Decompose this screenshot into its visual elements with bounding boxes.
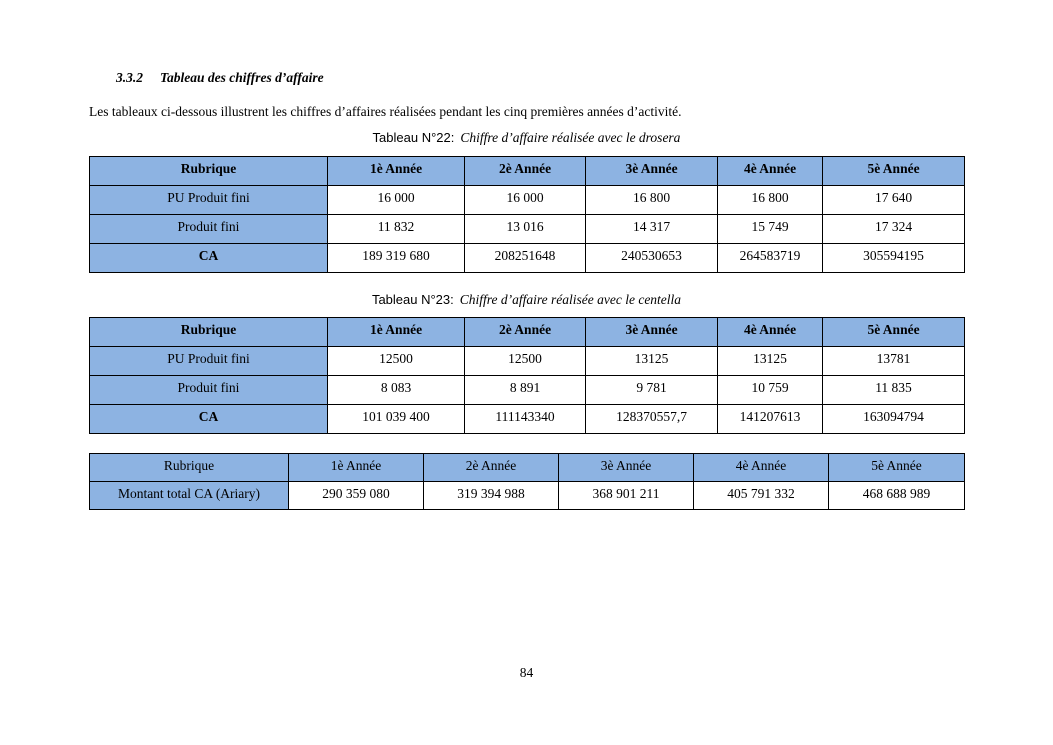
header-cell: 1è Année bbox=[328, 318, 465, 347]
table-cell: 13 016 bbox=[465, 215, 586, 244]
table-cell: 14 317 bbox=[586, 215, 718, 244]
table-cell: 15 749 bbox=[718, 215, 823, 244]
table-cell: 11 832 bbox=[328, 215, 465, 244]
table-cell: 290 359 080 bbox=[289, 482, 424, 510]
table-cell: 8 891 bbox=[465, 376, 586, 405]
table-cell: 305594195 bbox=[823, 244, 965, 273]
table-cell: 9 781 bbox=[586, 376, 718, 405]
header-cell: 3è Année bbox=[586, 157, 718, 186]
table-cell: 16 800 bbox=[718, 186, 823, 215]
table-cell: 13125 bbox=[586, 347, 718, 376]
header-cell: 5è Année bbox=[823, 157, 965, 186]
row-label: PU Produit fini bbox=[90, 347, 328, 376]
table-cell: 468 688 989 bbox=[829, 482, 965, 510]
header-cell: 1è Année bbox=[328, 157, 465, 186]
table-row bbox=[90, 376, 965, 405]
table-cell: 368 901 211 bbox=[559, 482, 694, 510]
table-row bbox=[90, 482, 965, 510]
table-drosera bbox=[89, 156, 965, 273]
intro-paragraph: Les tableaux ci-dessous illustrent les chiffres d’affaires réalisées pendant les cinq premières années d’activité. bbox=[89, 104, 682, 119]
table-cell: 11 835 bbox=[823, 376, 965, 405]
table1-caption bbox=[0, 130, 1053, 146]
header-cell: 4è Année bbox=[694, 454, 829, 482]
table-cell: 264583719 bbox=[718, 244, 823, 273]
table-header-row bbox=[90, 157, 965, 186]
header-cell: 3è Année bbox=[559, 454, 694, 482]
header-cell: Rubrique bbox=[90, 157, 328, 186]
section-title: Tableau des chiffres d’affaire bbox=[160, 70, 324, 85]
table-cell: 16 000 bbox=[465, 186, 586, 215]
header-cell: 3è Année bbox=[586, 318, 718, 347]
table2-caption-label: Tableau N°23: bbox=[371, 292, 454, 307]
table-cell: 13781 bbox=[823, 347, 965, 376]
table-cell: 128370557,7 bbox=[586, 405, 718, 434]
table2-caption-title: Chiffre d’affaire réalisée avec le centella bbox=[459, 292, 682, 307]
table-total-ca bbox=[89, 453, 965, 510]
header-cell: 1è Année bbox=[289, 454, 424, 482]
table-cell: 319 394 988 bbox=[424, 482, 559, 510]
row-label: Montant total CA (Ariary) bbox=[90, 482, 289, 510]
table-cell: 111143340 bbox=[465, 405, 586, 434]
header-cell: 5è Année bbox=[829, 454, 965, 482]
table-row bbox=[90, 405, 965, 434]
table-cell: 17 640 bbox=[823, 186, 965, 215]
table-cell: 405 791 332 bbox=[694, 482, 829, 510]
table-cell: 208251648 bbox=[465, 244, 586, 273]
row-label: Produit fini bbox=[90, 376, 328, 405]
section-number: 3.3.2 bbox=[116, 70, 143, 85]
table-cell: 141207613 bbox=[718, 405, 823, 434]
header-cell: 2è Année bbox=[465, 318, 586, 347]
header-cell: 4è Année bbox=[718, 157, 823, 186]
table-cell: 17 324 bbox=[823, 215, 965, 244]
page-number: 84 bbox=[519, 665, 534, 680]
header-cell: 2è Année bbox=[424, 454, 559, 482]
table-cell: 189 319 680 bbox=[328, 244, 465, 273]
table-cell: 13125 bbox=[718, 347, 823, 376]
table-row bbox=[90, 347, 965, 376]
table-row bbox=[90, 215, 965, 244]
header-cell: Rubrique bbox=[90, 454, 289, 482]
section-heading bbox=[116, 70, 324, 86]
table-cell: 10 759 bbox=[718, 376, 823, 405]
table-cell: 16 000 bbox=[328, 186, 465, 215]
table-cell: 163094794 bbox=[823, 405, 965, 434]
table-cell: 16 800 bbox=[586, 186, 718, 215]
table-row bbox=[90, 244, 965, 273]
table-cell: 12500 bbox=[465, 347, 586, 376]
row-label: PU Produit fini bbox=[90, 186, 328, 215]
table-row bbox=[90, 186, 965, 215]
table1-caption-label: Tableau N°22: bbox=[372, 130, 455, 145]
table-cell: 8 083 bbox=[328, 376, 465, 405]
row-label: Produit fini bbox=[90, 215, 328, 244]
row-label: CA bbox=[90, 244, 328, 273]
table-header-row bbox=[90, 454, 965, 482]
table1-caption-title: Chiffre d’affaire réalisée avec le drosera bbox=[460, 130, 681, 145]
table-cell: 12500 bbox=[328, 347, 465, 376]
table2-caption bbox=[0, 292, 1053, 308]
row-label: CA bbox=[90, 405, 328, 434]
table-cell: 240530653 bbox=[586, 244, 718, 273]
table-cell: 101 039 400 bbox=[328, 405, 465, 434]
header-cell: 2è Année bbox=[465, 157, 586, 186]
table-header-row bbox=[90, 318, 965, 347]
table-centella bbox=[89, 317, 965, 434]
header-cell: 4è Année bbox=[718, 318, 823, 347]
header-cell: 5è Année bbox=[823, 318, 965, 347]
header-cell: Rubrique bbox=[90, 318, 328, 347]
